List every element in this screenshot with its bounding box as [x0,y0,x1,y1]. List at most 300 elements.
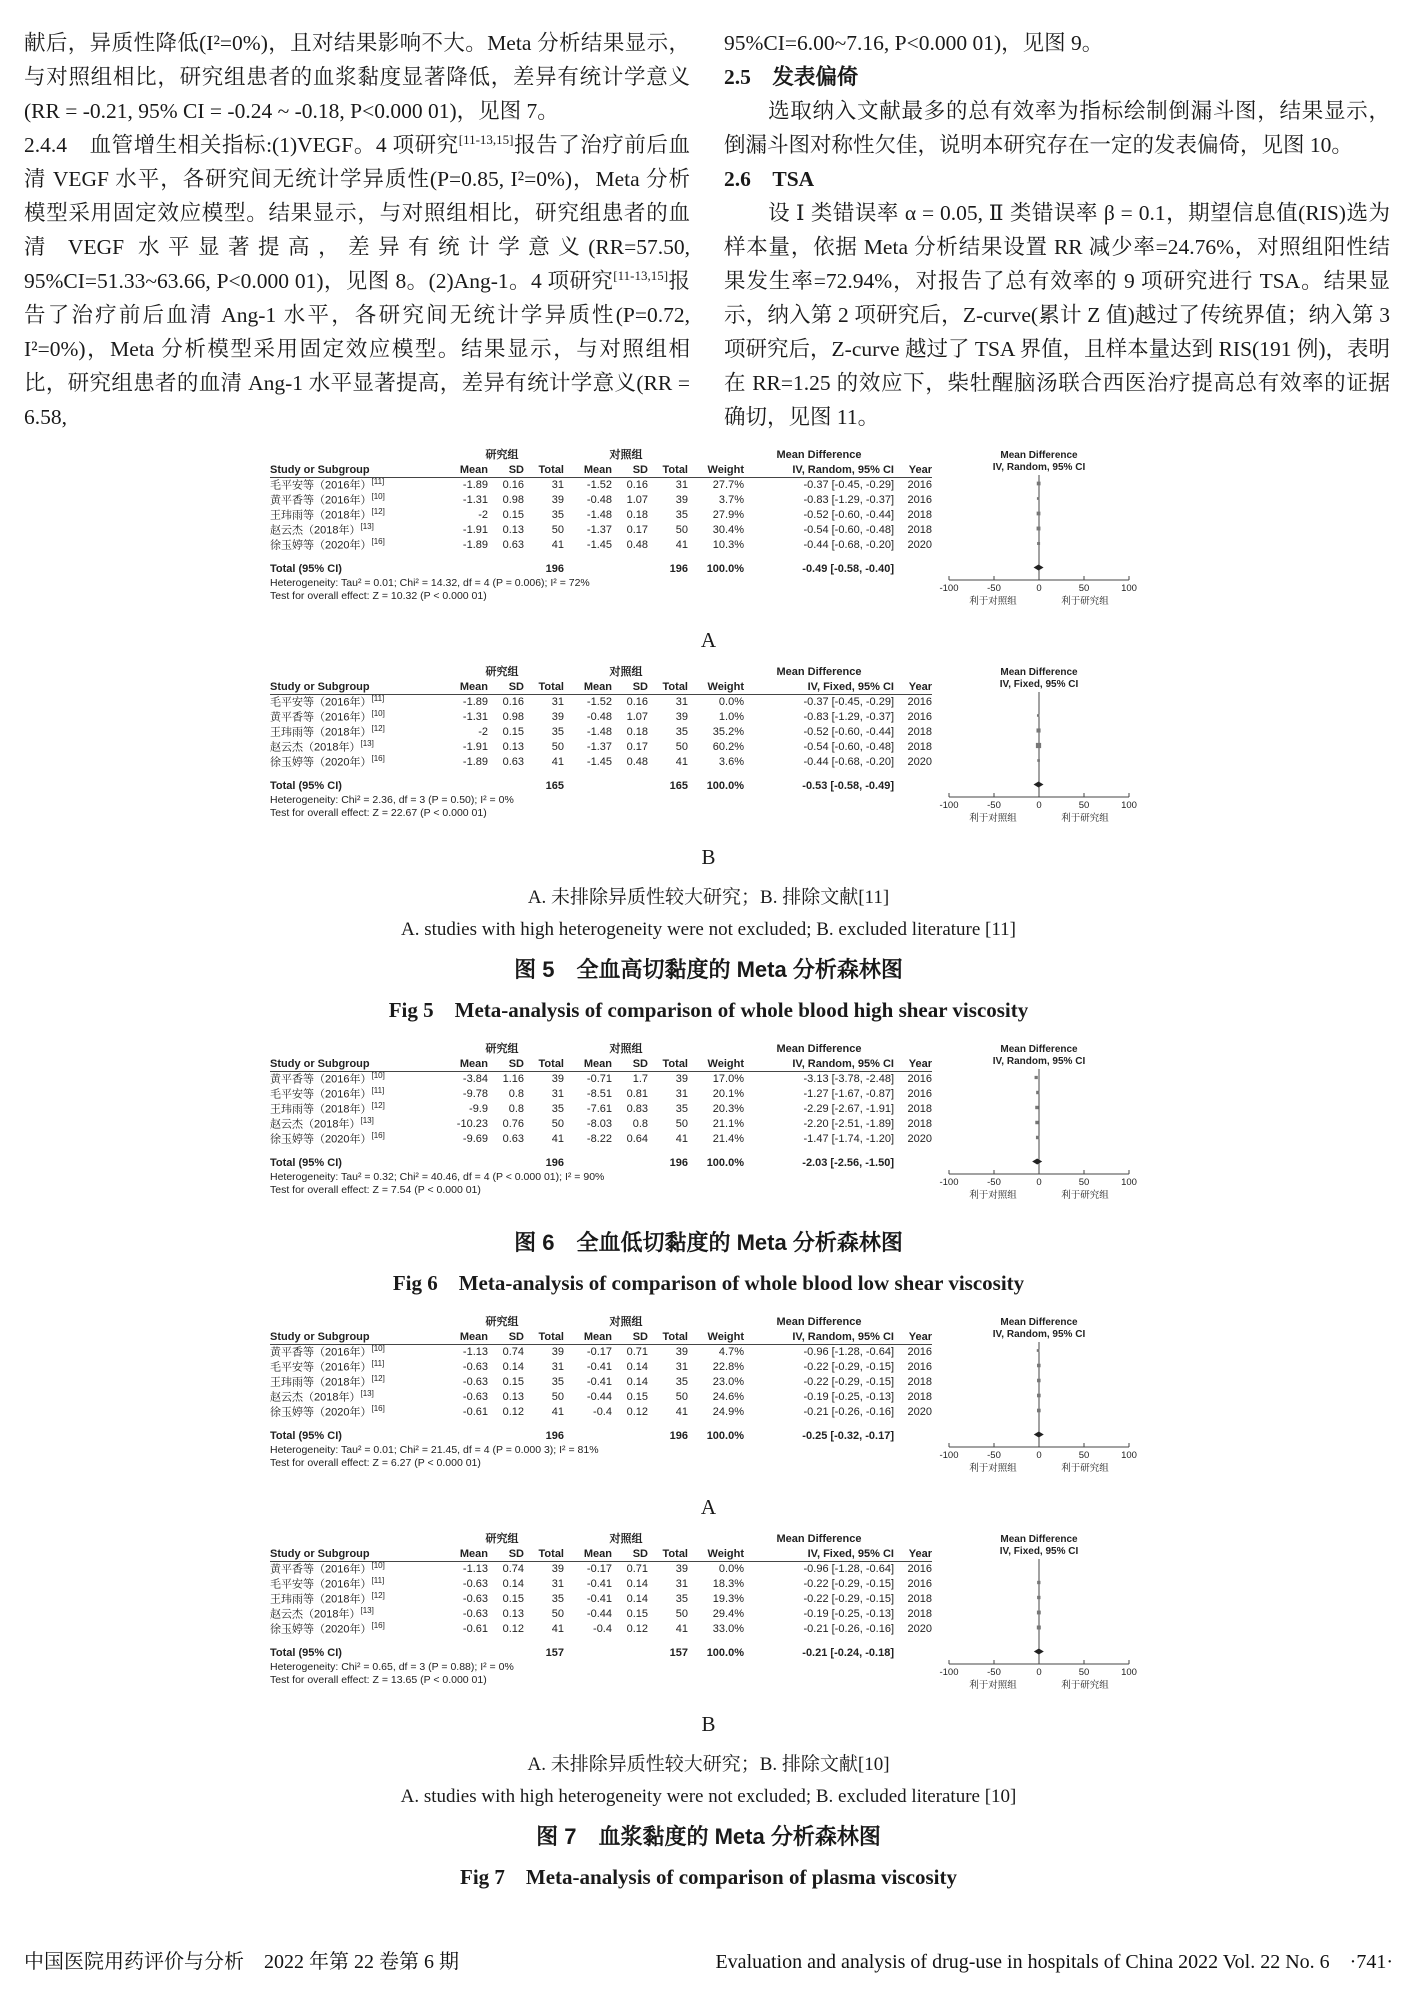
table-cell: SD [508,1330,524,1343]
axis-tick-label: 100 [1121,1450,1137,1461]
table-cell: 50 [675,1118,688,1130]
year-cell: 2020 [907,1406,932,1418]
weight-cell: 22.8% [712,1361,744,1373]
table-cell: -1.48 [586,726,612,738]
study-label: 徐玉婷等（2020年）[16] [270,1130,385,1146]
year-cell: 2018 [907,741,932,753]
study-label: 黄平香等（2016年）[10] [270,708,385,724]
study-row [270,1345,932,1360]
table-cell: 0.63 [502,756,524,768]
forest-plot-fig6 [270,1042,1147,1214]
favours-control-label: 利于对照组 [969,813,1017,824]
study-label: 王玮雨等（2018年）[12] [270,1590,385,1606]
ref-superscript: [12] [371,506,385,516]
ci-cell: -0.21 [-0.26, -0.16] [803,1623,894,1635]
effect-square [1037,714,1040,717]
table-cell: 0.15 [502,1376,524,1388]
table-cell: 39 [675,1346,688,1358]
year-cell: 2016 [907,1346,932,1358]
table-cell: 0.17 [626,524,648,536]
table-cell: SD [508,1547,524,1560]
study-label: 毛平安等（2016年）[11] [270,1085,385,1101]
total-ci-cell: -2.03 [-2.56, -1.50] [802,1157,894,1169]
effect-header: Mean Difference [1000,450,1078,461]
table-cell: 196 [545,563,564,575]
ref-superscript: [13] [360,1388,374,1398]
study-row [270,695,932,710]
table-cell: -0.41 [586,1593,612,1605]
table-cell: -7.61 [586,1103,612,1115]
ci-cell: -1.47 [-1.74, -1.20] [803,1133,894,1145]
column-header-row [270,1330,932,1345]
study-label: 王玮雨等（2018年）[12] [270,506,385,522]
weight-cell: 17.0% [712,1073,744,1085]
ref-superscript: [11] [371,693,385,703]
spacer [270,553,932,562]
year-header: Year [908,1330,932,1343]
table-cell: 157 [669,1647,688,1659]
table-cell: -1.45 [586,539,612,551]
table-cell: 41 [551,539,564,551]
table-cell: 1.7 [632,1073,648,1085]
table-cell: 39 [675,1563,688,1575]
table-cell: -0.63 [462,1608,488,1620]
ref-superscript: [13] [360,1115,374,1125]
favours-treatment-label: 利于研究组 [1061,1190,1109,1201]
table-cell: 39 [675,711,688,723]
table-cell: 35 [551,726,564,738]
study-label: 赵云杰（2018年）[13] [270,738,374,754]
table-cell: -1.37 [586,524,612,536]
year-cell: 2020 [907,1133,932,1145]
table-cell: 0.8 [508,1088,524,1100]
figure-title-en: Fig 7 Meta-analysis of comparison of plasma viscosity [460,1865,957,1889]
table-cell: 0.14 [626,1376,648,1388]
pooled-diamond [1034,1432,1044,1438]
table-cell: Total [538,680,564,693]
weight-cell: 0.0% [718,1563,744,1575]
ref-superscript: [10] [371,1070,385,1080]
study-label: 毛平安等（2016年）[11] [270,693,385,709]
table-cell: 39 [675,494,688,506]
ci-cell: -0.22 [-0.29, -0.15] [803,1376,894,1388]
effect-square [1035,1106,1038,1109]
heterogeneity-note: Heterogeneity: Tau² = 0.01; Chi² = 21.45, df = 4 (P = 0.000 3); I² = 81% [270,1444,599,1456]
study-row [270,1607,932,1622]
table-cell: -2 [478,726,488,738]
study-row [270,1087,932,1102]
control-group-header: 对照组 [609,666,643,678]
table-cell: 0.98 [502,711,524,723]
panel-label-a: A [700,628,717,652]
table-cell: 31 [551,479,564,491]
axis-tick-label: -50 [987,1450,1001,1461]
year-header: Year [908,463,932,476]
table-cell: 41 [551,1406,564,1418]
study-label: 赵云杰（2018年）[13] [270,1605,374,1621]
effect-square [1037,1596,1040,1599]
table-cell: 50 [551,1608,564,1620]
ref-superscript: [12] [371,1100,385,1110]
table-cell: 50 [675,741,688,753]
axis-tick-label: 100 [1121,1177,1137,1188]
table-cell: 50 [551,1391,564,1403]
axis-tick-label: 50 [1078,800,1090,811]
year-header: Year [908,1057,932,1070]
ci-cell: -0.96 [-1.28, -0.64] [803,1346,894,1358]
study-label: 王玮雨等（2018年）[12] [270,1373,385,1389]
effect-square [1037,527,1041,531]
ref-superscript: [12] [371,1590,385,1600]
axis-tick-label: 0 [1036,800,1042,811]
figure-title-en: Fig 5 Meta-analysis of comparison of whole blood high shear viscosity [388,998,1029,1022]
effect-header: Mean Difference [776,1533,862,1545]
table-cell: 35 [551,1593,564,1605]
text-run: 设 Ⅰ 类错误率 α = 0.05, Ⅱ 类错误率 β = 0.1，期望信息值(RIS)选为样本量，依据 Meta 分析结果设置 RR 减少率=24.76%，对照组阳性结果发生率=72.94%，对报告了总有效率的 9 项研究进行 TSA。结果显示，纳入第 2 项研究后，Z-curve(累计 Z 值)越过了传统界值；纳入第 3 项研究后，Z-curve 越过了 TSA 界值，且样本量达到 RIS(191 例)，表明在 RR=1.25 的效应下，柴牡醒脑汤联合西医治疗提高总有效率的证据确切，见图 11。 [724,201,1390,429]
table-cell: Weight [707,680,744,693]
ci-cell: -3.13 [-3.78, -2.48] [803,1073,894,1085]
table-cell: -8.51 [586,1088,612,1100]
effect-square [1037,1379,1041,1383]
study-label: 赵云杰（2018年）[13] [270,521,374,537]
effect-square [1037,1349,1040,1352]
effect-square [1037,1611,1041,1615]
table-cell: 0.13 [502,1608,524,1620]
table-cell: -0.4 [593,1406,612,1418]
pooled-diamond [1034,1649,1044,1655]
control-group-header: 对照组 [609,1043,643,1055]
ref-superscript: [13] [360,521,374,531]
effect-square [1037,1626,1041,1630]
table-cell: 31 [675,1361,688,1373]
year-cell: 2018 [907,726,932,738]
total-row [270,1646,932,1661]
figures-section [270,448,1147,1891]
study-label: 毛平安等（2016年）[11] [270,1358,385,1374]
year-cell: 2020 [907,756,932,768]
table-cell: -8.03 [586,1118,612,1130]
year-cell: 2018 [907,1391,932,1403]
table-cell: Mean [583,463,612,476]
ci-cell: -1.27 [-1.67, -0.87] [803,1088,894,1100]
table-cell: -0.17 [586,1346,612,1358]
effect-square [1037,497,1040,500]
figure-note-en: A. studies with high heterogeneity were not excluded; B. excluded literature [11] [400,919,1017,940]
table-cell: 41 [675,1133,688,1145]
table-cell: Weight [707,463,744,476]
table-cell: 41 [675,756,688,768]
favours-control-label: 利于对照组 [969,1680,1017,1691]
table-cell: -1.91 [462,524,488,536]
table-cell: 0.12 [502,1406,524,1418]
article-text [0,0,1417,434]
study-header: Study or Subgroup [270,463,370,476]
treatment-group-header: 研究组 [485,666,519,678]
heterogeneity-note: Heterogeneity: Chi² = 0.65, df = 3 (P = 0.88); I² = 0% [270,1661,514,1673]
forest-plot-area [932,665,1147,837]
year-cell: 2018 [907,1103,932,1115]
table-cell: -9.9 [469,1103,488,1115]
axis-tick-label: -50 [987,1667,1001,1678]
study-label: 毛平安等（2016年）[11] [270,1575,385,1591]
table-cell: 39 [551,1073,564,1085]
table-cell: SD [508,1057,524,1070]
table-cell: Total [662,1547,688,1560]
pooled-diamond [1034,782,1044,788]
figure-title-cn: 图 5 全血高切黏度的 Meta 分析森林图 [514,957,903,982]
table-cell: Mean [583,1330,612,1343]
effect-square [1036,743,1041,748]
forest-table [270,448,932,603]
table-cell: Total [538,1057,564,1070]
study-row [270,493,932,508]
year-cell: 2016 [907,1563,932,1575]
table-cell: 0.12 [626,1623,648,1635]
year-cell: 2018 [907,1118,932,1130]
table-cell: -0.41 [586,1376,612,1388]
table-cell: -1.37 [586,741,612,753]
citation-superscript: [11-13,15] [613,267,669,283]
heterogeneity-note: Heterogeneity: Tau² = 0.01; Chi² = 14.32, df = 4 (P = 0.006); I² = 72% [270,577,590,589]
study-label: 赵云杰（2018年）[13] [270,1115,374,1131]
figure-title-cn: 图 7 血浆黏度的 Meta 分析森林图 [536,1824,881,1849]
total-label: Total (95% CI) [270,1157,342,1169]
total-label: Total (95% CI) [270,1647,342,1659]
model-header: IV, Random, 95% CI [792,1330,894,1343]
overall-effect-note: Test for overall effect: Z = 6.27 (P < 0.000 01) [270,1457,481,1469]
effect-header: Mean Difference [776,1043,862,1055]
column-header-row [270,1057,932,1072]
spacer [270,1420,932,1429]
model-header: IV, Random, 95% CI [792,463,894,476]
table-cell: -1.45 [586,756,612,768]
table-cell: -0.4 [593,1623,612,1635]
ci-cell: -2.29 [-2.67, -1.91] [803,1103,894,1115]
table-cell: 0.16 [626,696,648,708]
ci-cell: -0.19 [-0.25, -0.13] [803,1391,894,1403]
study-row [270,538,932,553]
axis-tick-label: 50 [1078,1667,1090,1678]
weight-cell: 33.0% [712,1623,744,1635]
year-cell: 2020 [907,539,932,551]
total-ci-cell: -0.53 [-0.58, -0.49] [802,780,894,792]
table-cell: Mean [583,1057,612,1070]
table-cell: Total [662,463,688,476]
table-cell: 0.16 [502,696,524,708]
table-cell: -1.48 [586,509,612,521]
citation-superscript: [11-13,15] [458,131,514,147]
weight-cell: 27.7% [712,479,744,491]
year-cell: 2016 [907,696,932,708]
table-cell: 0.14 [502,1578,524,1590]
ci-cell: -0.22 [-0.29, -0.15] [803,1361,894,1373]
ref-superscript: [10] [371,1560,385,1570]
figure-title-cn: 图 6 全血低切黏度的 Meta 分析森林图 [514,1230,903,1255]
table-cell: SD [632,1330,648,1343]
effect-header: Mean Difference [1000,1534,1078,1545]
table-cell: -1.89 [462,696,488,708]
study-label: 黄平香等（2016年）[10] [270,1343,385,1359]
table-cell: 50 [675,1391,688,1403]
axis-tick-label: 0 [1036,1667,1042,1678]
table-cell: SD [508,463,524,476]
effect-square [1036,1091,1039,1094]
table-cell: SD [632,463,648,476]
study-label: 徐玉婷等（2020年）[16] [270,536,385,552]
ref-superscript: [16] [371,753,385,763]
paragraph [724,26,1390,60]
treatment-group-header: 研究组 [485,1533,519,1545]
table-cell: 0.74 [502,1563,524,1575]
ref-superscript: [13] [360,1605,374,1615]
table-cell: 0.63 [502,539,524,551]
favours-control-label: 利于对照组 [969,1190,1017,1201]
year-cell: 2018 [907,524,932,536]
table-cell: Mean [459,1330,488,1343]
group-header-row [270,1042,932,1057]
forest-plot-fig7-a [270,1315,1147,1487]
table-cell: -0.48 [586,711,612,723]
ci-cell: -0.96 [-1.28, -0.64] [803,1563,894,1575]
study-label: 黄平香等（2016年）[10] [270,1560,385,1576]
table-cell: SD [632,1547,648,1560]
table-cell: 0.18 [626,726,648,738]
column-header-row [270,1547,932,1562]
table-cell: 1.07 [626,494,648,506]
table-cell: -1.31 [462,711,488,723]
table-cell: 0.64 [626,1133,648,1145]
table-cell: 100.0% [706,1430,744,1442]
table-cell: 1.07 [626,711,648,723]
year-cell: 2018 [907,1608,932,1620]
table-cell: 0.83 [626,1103,648,1115]
table-cell: Total [662,1057,688,1070]
table-cell: Weight [707,1547,744,1560]
footer-journal-cn: 中国医院用药评价与分析 2022 年第 22 卷第 6 期 [24,1951,459,1973]
table-cell: Total [538,463,564,476]
effect-square [1037,512,1041,516]
year-header: Year [908,680,932,693]
favours-control-label: 利于对照组 [969,1463,1017,1474]
study-row [270,755,932,770]
axis-tick-label: -50 [987,583,1001,594]
table-cell: 0.16 [626,479,648,491]
table-cell: -0.41 [586,1361,612,1373]
forest-plot-fig5-b [270,665,1147,837]
text-run: 报告了治疗前后血清 Ang-1 水平，各研究间无统计学异质性(P=0.72, I²=0%)，Meta 分析模型采用固定效应模型。结果显示，与对照组相比，研究组患者的血清 Ang-1 水平显著提高，差异有统计学意义(RR = 6.58, [24,269,690,429]
group-header-row [270,1315,932,1330]
table-cell: 50 [551,524,564,536]
axis-tick-label: -100 [939,1667,959,1678]
effect-header: Mean Difference [1000,1044,1078,1055]
table-cell: 35 [675,1593,688,1605]
effect-square [1036,728,1040,732]
figure-5 [270,448,1147,1024]
ci-cell: -0.22 [-0.29, -0.15] [803,1593,894,1605]
figure-6 [270,1042,1147,1297]
table-cell: -0.63 [462,1361,488,1373]
table-cell: 196 [669,563,688,575]
effect-square [1037,759,1040,762]
model-header: IV, Fixed, 95% CI [999,1546,1079,1557]
table-cell: 0.13 [502,741,524,753]
group-header-row [270,665,932,680]
study-label: 黄平香等（2016年）[10] [270,491,385,507]
table-cell: 196 [545,1157,564,1169]
effect-header: Mean Difference [776,449,862,461]
effect-header: Mean Difference [1000,1317,1078,1328]
ref-superscript: [11] [371,476,385,486]
group-header-row [270,1532,932,1547]
heterogeneity-note: Heterogeneity: Tau² = 0.32; Chi² = 40.46, df = 4 (P < 0.000 01); I² = 90% [270,1171,605,1183]
year-cell: 2016 [907,1578,932,1590]
table-cell: -9.78 [462,1088,488,1100]
table-cell: 100.0% [706,780,744,792]
table-cell: Total [662,1330,688,1343]
table-cell: 50 [551,741,564,753]
effect-square [1037,1581,1040,1584]
axis-tick-label: 100 [1121,583,1137,594]
spacer [270,770,932,779]
study-label: 王玮雨等（2018年）[12] [270,723,385,739]
study-header: Study or Subgroup [270,1330,370,1343]
table-cell: 0.74 [502,1346,524,1358]
table-cell: 0.63 [502,1133,524,1145]
year-header: Year [908,1547,932,1560]
year-cell: 2016 [907,1361,932,1373]
ref-superscript: [11] [371,1575,385,1585]
table-cell: -0.63 [462,1376,488,1388]
table-cell: 31 [551,696,564,708]
control-group-header: 对照组 [609,449,643,461]
axis-tick-label: 0 [1036,1450,1042,1461]
paragraph [24,26,690,128]
weight-cell: 4.7% [718,1346,744,1358]
table-cell: 0.14 [502,1361,524,1373]
weight-cell: 1.0% [718,711,744,723]
effect-square [1037,482,1041,486]
ref-superscript: [11] [371,1085,385,1095]
weight-cell: 3.7% [718,494,744,506]
weight-cell: 20.3% [712,1103,744,1115]
table-cell: Mean [459,1547,488,1560]
year-cell: 2016 [907,711,932,723]
treatment-group-header: 研究组 [485,1043,519,1055]
spacer [270,1637,932,1646]
table-cell: 31 [675,1578,688,1590]
table-cell: Total [538,1330,564,1343]
table-cell: 0.15 [626,1608,648,1620]
effect-header: Mean Difference [776,666,862,678]
effect-square [1035,1121,1038,1124]
table-cell: 0.14 [626,1578,648,1590]
table-cell: Mean [459,1057,488,1070]
study-row [270,710,932,725]
figure-note-cn: A. 未排除异质性较大研究；B. 排除文献[11] [527,887,890,908]
study-row [270,740,932,755]
effect-square [1036,1136,1039,1139]
forest-plot-area [932,448,1147,620]
year-cell: 2016 [907,1073,932,1085]
weight-cell: 0.0% [718,696,744,708]
axis-tick-label: -100 [939,1177,959,1188]
table-cell: -9.69 [462,1133,488,1145]
treatment-group-header: 研究组 [485,449,519,461]
weight-cell: 29.4% [712,1608,744,1620]
table-cell: 0.8 [632,1118,648,1130]
table-cell: 31 [551,1578,564,1590]
table-cell: -0.71 [586,1073,612,1085]
